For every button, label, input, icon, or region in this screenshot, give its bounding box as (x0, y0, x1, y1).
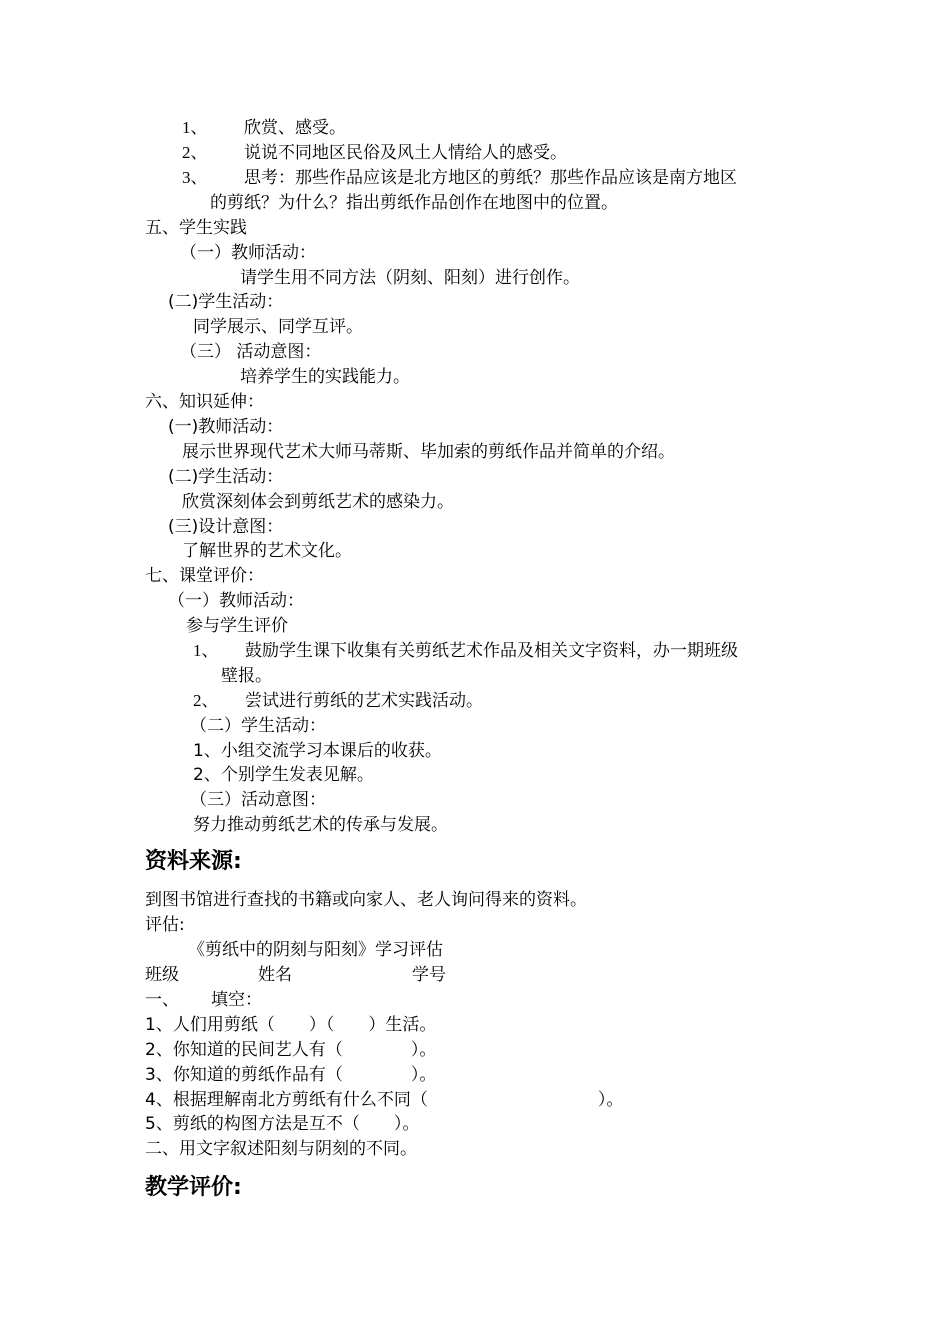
list-item: 1、小组交流学习本课后的收获。 (193, 741, 442, 761)
field-class: 班级 (145, 965, 179, 985)
item-number: 1、 (193, 641, 219, 660)
item-number: 1、 (182, 118, 208, 137)
subsection-heading: （二）学生活动： (190, 716, 326, 736)
list-item (193, 690, 483, 712)
item-number: 2、 (182, 143, 208, 162)
subsection-heading: （三） 活动意图： (180, 342, 322, 362)
fill-blank-item: 1、人们用剪纸（ ）（ ）生活。 (145, 1015, 437, 1035)
paragraph: 参与学生评价 (186, 616, 288, 636)
list-item (193, 640, 738, 662)
source-text: 到图书馆进行查找的书籍或向家人、老人询问得来的资料。 (145, 890, 587, 910)
fill-blank-item: 2、你知道的民间艺人有（ ）。 (145, 1040, 437, 1060)
subsection-heading: (一)教师活动： (168, 417, 284, 437)
subsection-heading: （一）教师活动： (168, 591, 304, 611)
field-number: 学号 (412, 965, 446, 985)
evaluation-title: 《剪纸中的阴刻与阳刻》学习评估 (188, 940, 443, 960)
list-item: 2、个别学生发表见解。 (193, 765, 374, 785)
list-item-continuation: 壁报。 (221, 666, 272, 686)
list-item (182, 142, 567, 164)
section-heading: 七、课堂评价： (145, 566, 264, 586)
list-item (182, 117, 346, 139)
section-heading (145, 989, 262, 1011)
section-number: 一、 (145, 990, 179, 1010)
evaluation-label: 评估: (145, 915, 185, 935)
paragraph: 欣赏深刻体会到剪纸艺术的感染力。 (182, 492, 454, 512)
subsection-heading: （三）活动意图： (190, 790, 326, 810)
item-text: 欣赏、感受。 (244, 118, 346, 138)
fill-blank-item: 3、你知道的剪纸作品有（ ）。 (145, 1065, 437, 1085)
paragraph: 请学生用不同方法（阴刻、阳刻）进行创作。 (240, 268, 580, 288)
section-heading: 二、用文字叙述阳刻与阴刻的不同。 (145, 1139, 417, 1159)
section-heading: 五、学生实践 (145, 218, 247, 238)
subsection-heading: (三)设计意图： (168, 517, 284, 537)
item-number: 2、 (193, 691, 219, 710)
source-heading: 资料来源: (145, 849, 242, 874)
item-text: 尝试进行剪纸的艺术实践活动。 (245, 691, 483, 711)
field-name: 姓名 (258, 965, 292, 985)
list-item (182, 167, 737, 189)
subsection-heading: (二)学生活动： (168, 467, 284, 487)
paragraph: 同学展示、同学互评。 (193, 317, 363, 337)
paragraph: 展示世界现代艺术大师马蒂斯、毕加索的剪纸作品并简单的介绍。 (182, 442, 675, 462)
item-text: 说说不同地区民俗及风土人情给人的感受。 (244, 143, 567, 163)
item-text: 鼓励学生课下收集有关剪纸艺术作品及相关文字资料，办一期班级 (245, 641, 738, 661)
teaching-evaluation-heading: 教学评价: (145, 1175, 242, 1200)
fill-blank-item: 4、根据理解南北方剪纸有什么不同（ ）。 (145, 1090, 624, 1110)
fill-blank-item: 5、剪纸的构图方法是互不（ ）。 (145, 1114, 420, 1134)
item-number: 3、 (182, 168, 208, 187)
subsection-heading: （一）教师活动： (180, 243, 316, 263)
paragraph: 了解世界的艺术文化。 (182, 541, 352, 561)
paragraph: 培养学生的实践能力。 (240, 367, 410, 387)
section-text: 填空： (211, 990, 262, 1010)
section-heading: 六、知识延伸： (145, 392, 264, 412)
list-item-continuation: 的剪纸？为什么？指出剪纸作品创作在地图中的位置。 (210, 193, 618, 213)
subsection-heading: (二)学生活动： (168, 292, 284, 312)
item-text: 思考：那些作品应该是北方地区的剪纸？那些作品应该是南方地区 (244, 168, 737, 188)
paragraph: 努力推动剪纸艺术的传承与发展。 (193, 815, 448, 835)
